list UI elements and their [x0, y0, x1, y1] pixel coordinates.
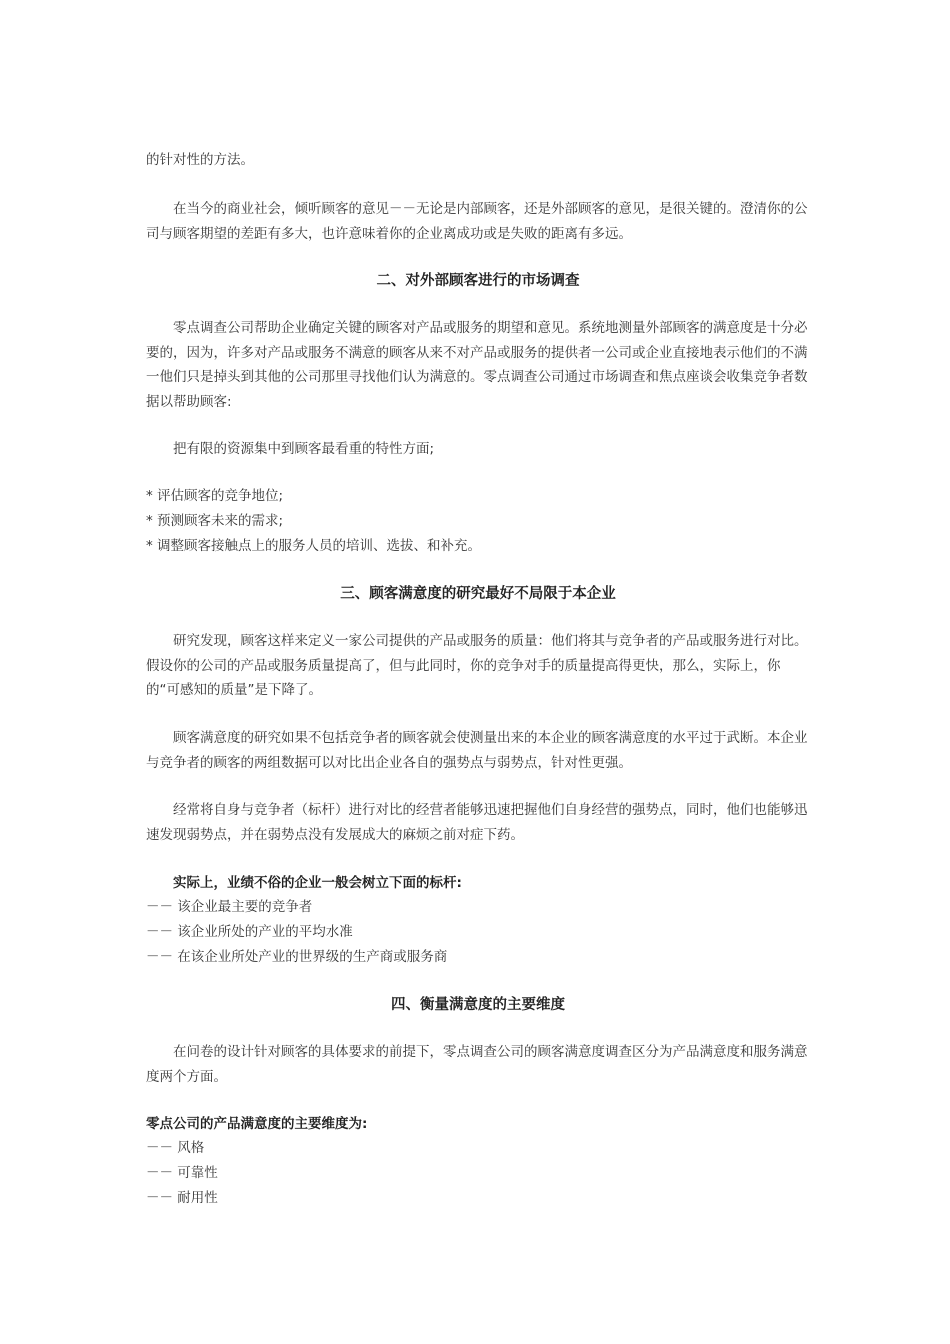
section2-heading: 二、对外部顾客进行的市场调查	[376, 273, 580, 289]
list-item: * 预测顾客未来的需求;	[146, 513, 284, 529]
list-item: －－ 耐用性	[146, 1190, 218, 1206]
section3-dash-list	[146, 895, 810, 970]
section2-paragraph-2: 把有限的资源集中到顾客最看重的特性方面;	[173, 441, 435, 457]
list-item: * 调整顾客接触点上的服务人员的培训、选拔、和补充。	[146, 538, 482, 554]
list-item: －－ 风格	[146, 1140, 205, 1156]
list-item: －－ 该企业最主要的竞争者	[146, 899, 313, 915]
section3-heading: 三、顾客满意度的研究最好不局限于本企业	[340, 586, 616, 602]
section4-product-lead: 零点公司的产品满意度的主要维度为:	[146, 1116, 368, 1132]
section3-paragraph-1: 研究发现，顾客这样来定义一家公司提供的产品或服务的质量：他们将其与竞争者的产品或服务进行对比。假设你的公司的产品或服务质量提高了，但与此同时，你的竞争对手的质量提高得更快，那么，实际上，你的“可感知的质量”是下降了。	[146, 633, 808, 698]
list-item: －－ 在该企业所处产业的世界级的生产商或服务商	[146, 949, 448, 965]
list-item: * 评估顾客的竞争地位;	[146, 488, 284, 504]
section2-paragraph-1: 零点调查公司帮助企业确定关键的顾客对产品或服务的期望和意见。系统地测量外部顾客的满意度是十分必要的，因为，许多对产品或服务不满意的顾客从来不对产品或服务的提供者一公司或企业直接地表示他们的不满一他们只是掉头到其他的公司那里寻找他们认为满意的。零点调查公司通过市场调查和焦点座谈会收集竞争者数据以帮助顾客:	[146, 320, 808, 410]
section3-paragraph-3: 经常将自身与竞争者（标杆）进行对比的经营者能够迅速把握他们自身经营的强势点，同时，他们也能够迅速发现弱势点，并在弱势点没有发展成大的麻烦之前对症下药。	[146, 802, 808, 843]
list-item: －－ 可靠性	[146, 1165, 218, 1181]
section4-heading: 四、衡量满意度的主要维度	[391, 997, 565, 1013]
list-item: －－ 该企业所处的产业的平均水准	[146, 924, 353, 940]
section3-paragraph-2: 顾客满意度的研究如果不包括竞争者的顾客就会使测量出来的本企业的顾客满意度的水平过于武断。本企业与竞争者的顾客的两组数据可以对比出企业各自的强势点与弱势点，针对性更强。	[146, 730, 808, 771]
intro-paragraph: 在当今的商业社会，倾听顾客的意见－－无论是内部顾客，还是外部顾客的意见，是很关键的。澄清你的公司与顾客期望的差距有多大，也许意味着你的企业离成功或是失败的距离有多远。	[146, 201, 808, 242]
section3-benchmark-lead: 实际上，业绩不俗的企业一般会树立下面的标杆:	[173, 875, 462, 891]
intro-continuation-line: 的针对性的方法。	[146, 152, 254, 168]
section4-paragraph-1: 在问卷的设计针对顾客的具体要求的前提下，零点调查公司的顾客满意度调查区分为产品满意度和服务满意度两个方面。	[146, 1044, 808, 1085]
section2-bullet-list	[146, 484, 810, 559]
section4-dash-list	[146, 1136, 810, 1211]
